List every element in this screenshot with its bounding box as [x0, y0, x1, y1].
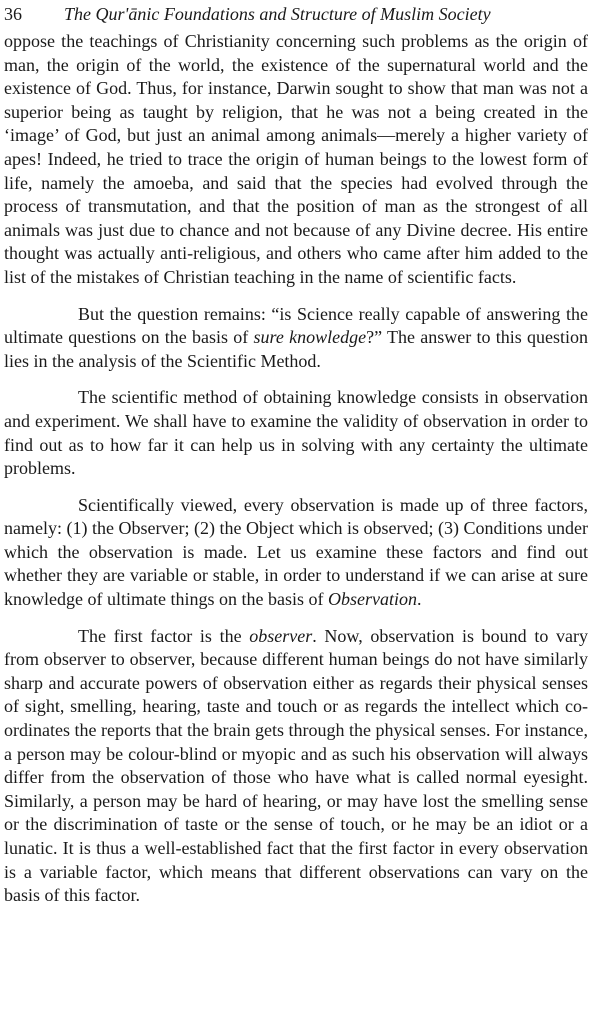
body-text: [4, 30, 588, 908]
paragraph-continued: oppose the teachings of Christianity concerning such problems as the origin of man, the origin of the world, the existence of the supernatural world and the existence of God. Thus, for instance, Darwin sought to show that man was not a superior being as taught by religion, that he was not a being created in the ‘image’ of God, but just an animal among animals—merely a higher variety of apes! Indeed, he tried to trace the origin of human beings to the lowest form of life, namely the amoeba, and said that the species had evolved through the process of transmutation, and that the position of man as the strongest of all animals was just due to chance and not because of any Divine decree. His entire thought was actually anti-religious, and others who came after him added to the list of the mistakes of Christian teaching in the name of scientific facts.: [4, 31, 588, 287]
paragraph-text: . Now, observation is bound to vary from observer to observer, because different human beings do not have similarly sharp and accurate powers of observation either as regards their physical senses of sight, smelling, hearing, taste and touch or as regards the intellect which co-ordinates the reports that the brain gets through the physical senses. For instance, a person may be colour-blind or myopic and as such his observation will always differ from the observation of those who have what is called normal eyesight. Similarly, a person may be hard of hearing, or may have lost the smelling sense or the discrimination of taste or the sense of touch, or he may be an idiot or a lunatic. It is thus a well-established fact that the first factor in every observation is a variable factor, which means that different observations can vary on the basis of this factor.: [4, 625, 588, 906]
book-title: The Qur'ānic Foundations and Structure of Muslim Society: [64, 4, 491, 24]
paragraph-text: .: [416, 589, 422, 610]
paragraph-scientific-method: The scientific method of obtaining knowledge consists in observation and experiment. We shall have to examine the validity of observation in order to find out as to how far it can help us in solving with any certainty the ultimate problems.: [4, 387, 588, 479]
emphasis-observation: Observation: [327, 589, 417, 610]
running-header: [4, 2, 588, 26]
paragraph-text: Scientifically viewed, every observation is made up of three factors, namely: (1) the Observer; (2) the Object which is observed; (3) Conditions under which the observation is made. Let us examine these factors and find out whether they are variable or stable, in order to understand if we can arise at sure knowledge of ultimate things on the basis of: [4, 494, 588, 610]
paragraph-text: But the question remains: “is Science really capable of answering the ultimate questions on the basis of: [4, 303, 588, 348]
paragraph-three-factors: [4, 494, 588, 612]
emphasis-sure-knowledge: sure knowledge: [253, 327, 367, 348]
paragraph-text: The first factor is the: [78, 625, 250, 646]
paragraph-question: [4, 303, 588, 374]
paragraph-first-factor: [4, 625, 588, 908]
page-number: 36: [4, 4, 22, 24]
paragraph-text: ?” The answer to this question lies in the analysis of the Scientific Method.: [4, 327, 589, 371]
emphasis-observer: observer: [249, 625, 313, 646]
